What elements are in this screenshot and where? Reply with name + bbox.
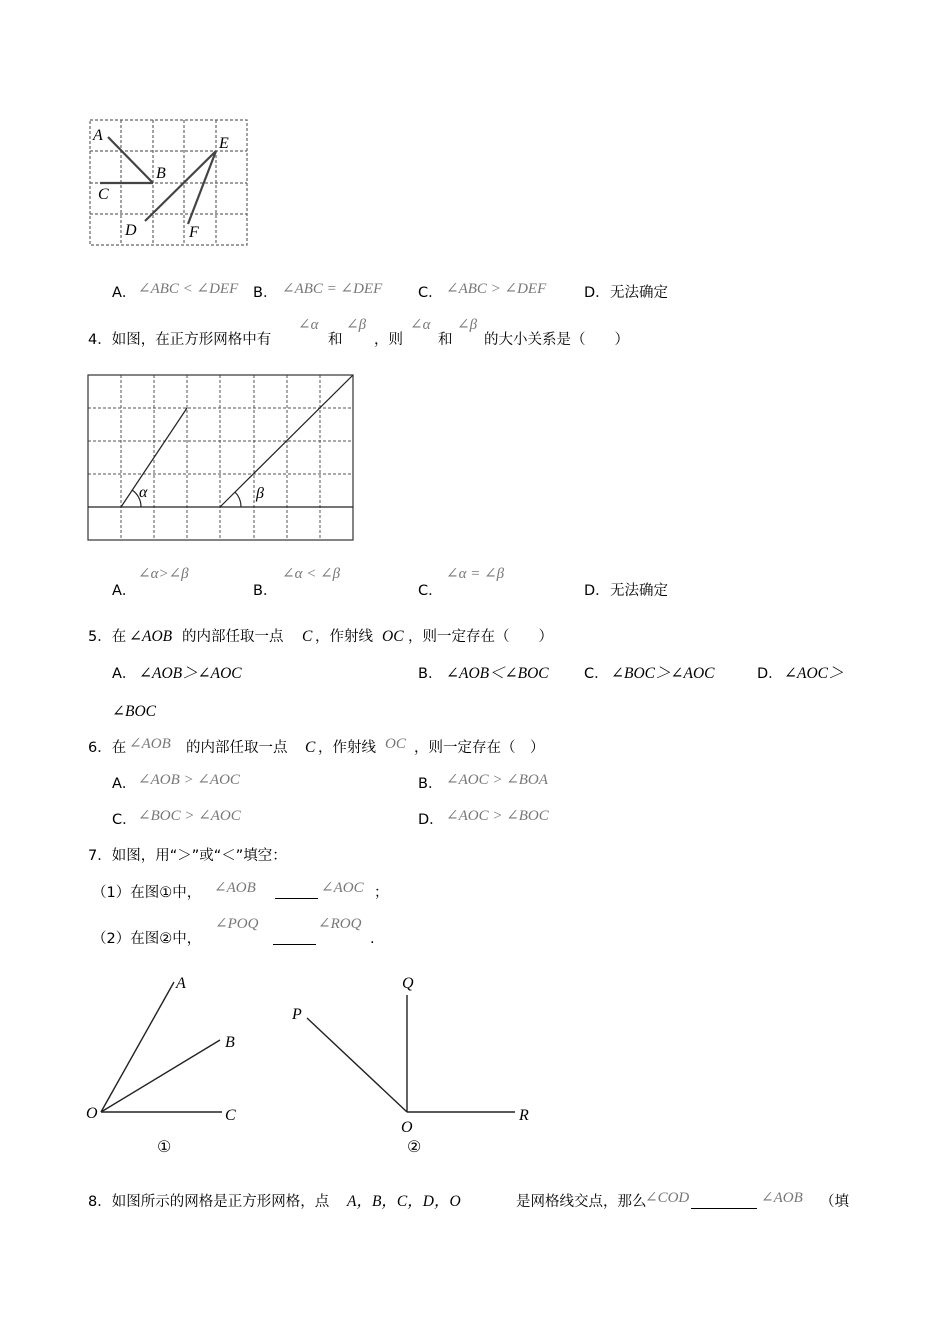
q6-stem-c: ，作射线 [318,740,376,756]
q6-stem-point: C [305,739,316,756]
q5-option-d-letter: D． [757,666,783,682]
q3-option-b-letter: B． [253,285,278,301]
q4-alpha-label: α [139,484,148,501]
q7-stem: 7．如图，用“＞”或“＜”填空： [88,848,287,864]
q6-stem-angle: ∠AOB [129,736,171,752]
q7-part1-angle1: ∠AOB [214,880,256,896]
q4-and-2: 和 [438,332,453,348]
q7-fig2-label-r: R [519,1107,529,1124]
q4-option-b-letter: B． [253,583,278,599]
q7-fig2-ray-op [307,1018,407,1112]
q5-option-b-letter: B． [418,666,443,682]
q7-fig1-ray-ob [101,1040,220,1112]
q3-option-a-letter: A． [112,285,137,301]
q8-points: A，B，C，D，O [347,1193,461,1210]
q6-option-a: ∠AOB > ∠AOC [138,772,240,788]
q5-option-a-letter: A． [112,666,137,682]
q4-stem-a: 4．如图，在正方形网格中有 [88,332,272,348]
q4-option-d-letter: D． [584,583,610,599]
q8-angle-aob: ∠AOB [761,1190,803,1206]
q6-stem-b: 的内部任取一点 [186,740,288,756]
q8-blank[interactable] [691,1208,757,1209]
q7-fig2-label-o: O [401,1119,413,1136]
q7-fig2-caption: ② [407,1139,422,1156]
q5-stem-b: 的内部任取一点 [182,629,284,645]
q6-option-c: ∠BOC > ∠AOC [138,808,241,824]
q8-stem: 8．如图所示的网格是正方形网格，点 [88,1194,330,1210]
q5-stem-d: ，则一定存在（ ） [408,629,553,645]
q8-stem-b: 是网格线交点，那么 [516,1194,647,1210]
q4-alpha-1: ∠α [298,317,319,333]
q7-part2-label: （2）在图②中， [92,931,202,947]
q3-label-d: D [125,222,137,239]
q7-part2-angle1: ∠POQ [215,916,259,932]
q5-option-d-part2: ∠BOC [112,703,156,720]
q3-label-f: F [189,224,199,241]
q4-option-b: ∠α < ∠β [282,566,341,582]
q3-option-b: ∠ABC = ∠DEF [282,281,383,297]
q5-stem-c: ，作射线 [315,629,373,645]
q6-option-a-letter: A． [112,776,137,792]
q7-part1-end: ； [374,885,389,901]
q6-option-b-letter: B． [418,776,443,792]
q7-fig2-label-p: P [292,1006,302,1023]
q6-option-b: ∠AOC > ∠BOA [446,772,548,788]
q4-stem-b: ，则 [374,332,403,348]
q6-stem-a: 6．在 [88,740,127,756]
q7-fig1-ray-oa [101,982,174,1112]
q4-option-c-letter: C． [418,583,443,599]
q7-fig1-label-c: C [225,1107,236,1124]
q5-stem-ray: OC [382,628,404,645]
q6-stem-d: ，则一定存在（ ） [414,740,545,756]
q4-option-a: ∠α>∠β [138,566,189,582]
q7-part2-angle2: ∠ROQ [318,916,362,932]
q3-label-e: E [219,135,229,152]
q4-stem-c: 的大小关系是（ ） [484,332,629,348]
q4-option-d: 无法确定 [610,583,668,599]
q5-option-c: ∠BOC＞∠AOC [611,665,715,682]
q3-option-d: 无法确定 [610,285,668,301]
q7-fig2-label-q: Q [402,975,414,992]
q3-option-c: ∠ABC > ∠DEF [446,281,547,297]
q3-label-b: B [156,165,166,182]
q4-and-1: 和 [328,332,343,348]
q3-option-a: ∠ABC < ∠DEF [138,281,239,297]
q4-beta-label: β [256,485,264,502]
q5-option-b: ∠AOB＜∠BOC [446,665,549,682]
q3-option-d-letter: D． [584,285,610,301]
q7-fig1-label-a: A [176,975,186,992]
q8-angle-cod: ∠COD [645,1190,690,1206]
q7-fig1-label-b: B [225,1034,235,1051]
q3-label-a: A [93,127,103,144]
q4-option-a-letter: A． [112,583,137,599]
q5-stem-a: 5．在 [88,629,127,645]
q7-part1-angle2: ∠AOC [321,880,364,896]
q4-alpha-2: ∠α [410,317,431,333]
q4-option-c: ∠α = ∠β [446,566,505,582]
q6-option-c-letter: C． [112,812,137,828]
q4-beta-2: ∠β [457,317,478,333]
q5-stem-angle: ∠AOB [129,628,173,645]
q3-label-c: C [98,186,109,203]
q5-stem-point: C [302,628,313,645]
q8-tail: （填 [820,1194,849,1210]
q6-stem-ray: OC [385,736,406,752]
q5-option-a: ∠AOB＞∠AOC [139,665,242,682]
q7-fig1-caption: ① [157,1139,172,1156]
q7-fig1-label-o: O [86,1105,98,1122]
q4-beta-1: ∠β [346,317,367,333]
q5-option-d-part1: ∠AOC＞ [784,665,844,682]
q7-part2-end: . [370,931,375,947]
q6-option-d: ∠AOC > ∠BOC [446,808,549,824]
q3-option-c-letter: C． [418,285,443,301]
q5-option-c-letter: C． [584,666,609,682]
q6-option-d-letter: D． [418,812,444,828]
q7-part1-label: （1）在图①中， [92,885,202,901]
